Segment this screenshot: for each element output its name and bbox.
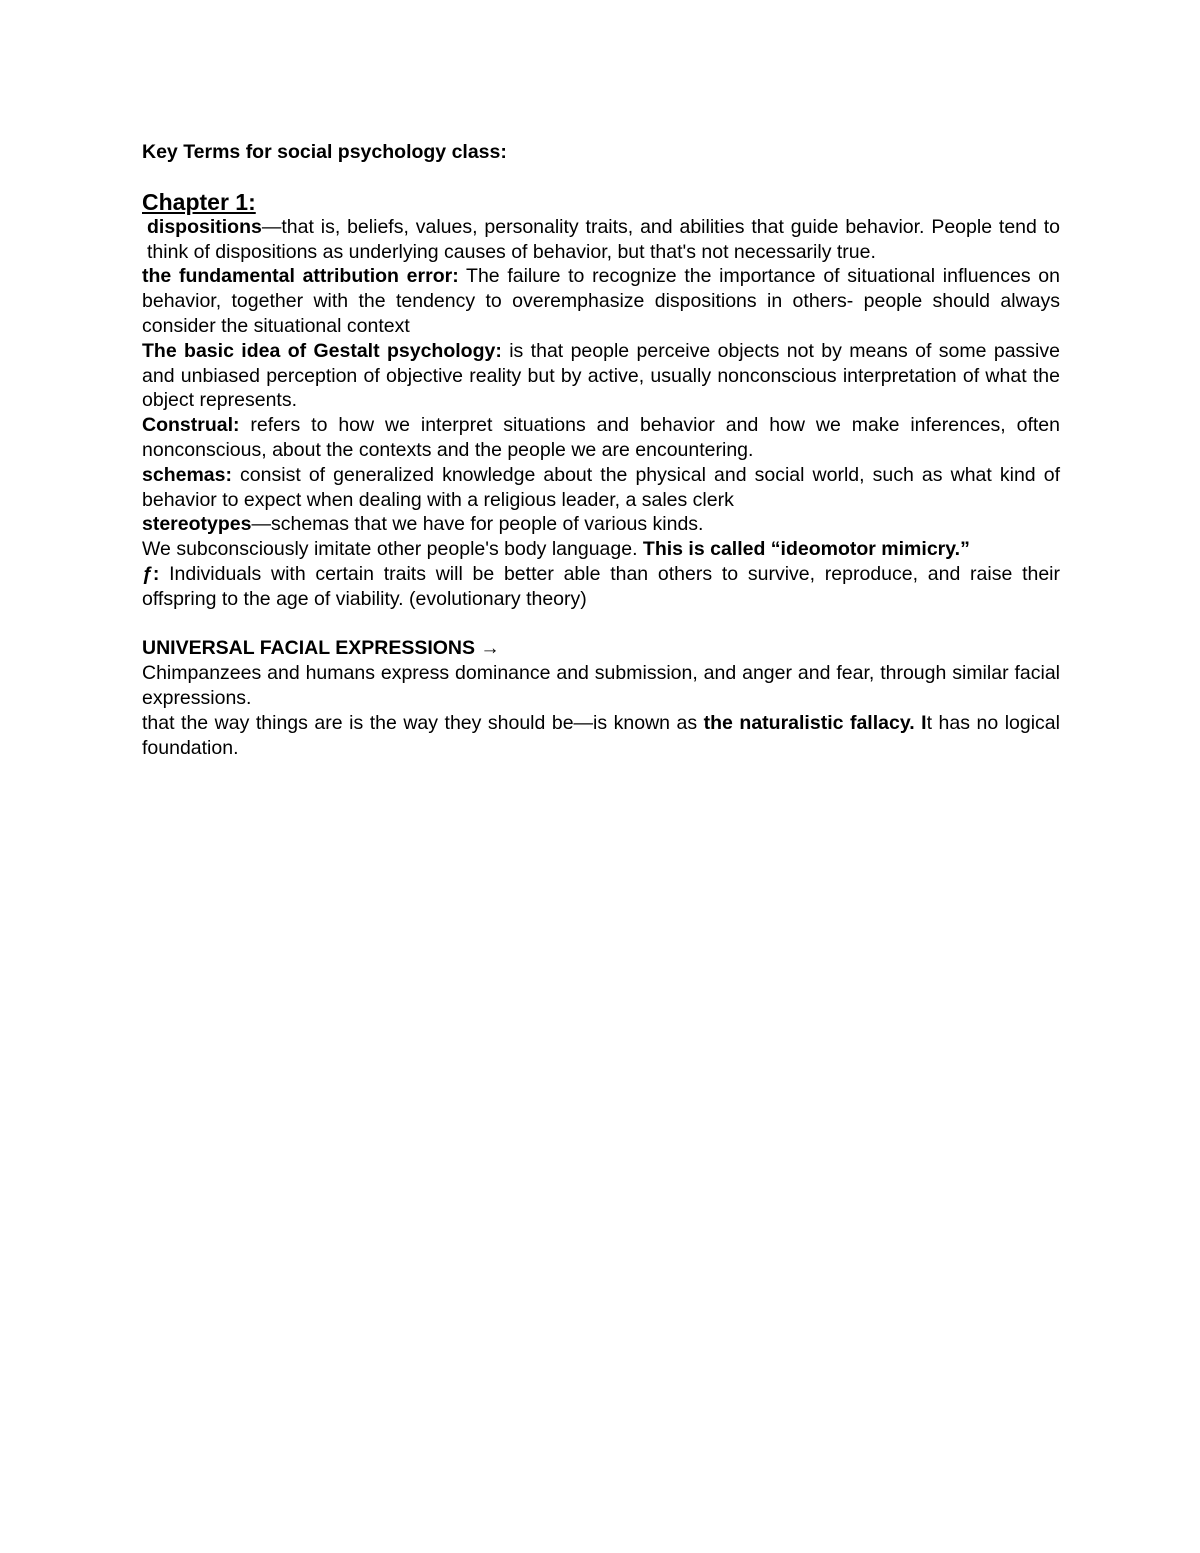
document-title: Key Terms for social psychology class:: [142, 141, 507, 163]
blank-line: [142, 612, 1060, 637]
term-definition: refers to how we interpret situations and behavior and how we make inferences, often nonconscious, about the contexts and the people we are encountering.: [142, 414, 1060, 461]
term-definition: The failure to recognize the importance of situational influences on behavior, together with the tendency to overemphasize dispositions in others- people should always consider the situational context: [142, 265, 1060, 337]
fallacy-trailing-text: t has no logical foundation.: [142, 711, 1060, 759]
entry-gestalt-psychology: [142, 339, 1060, 413]
fallacy-lead-text: that the way things are is the way they should be—is known as: [142, 711, 704, 734]
term-label: The basic idea of Gestalt psychology:: [142, 339, 502, 362]
fallacy-term-tail: . I: [909, 711, 927, 734]
chapter-heading: Chapter 1:: [142, 188, 256, 215]
entry-construal: [142, 413, 1060, 463]
entry-universal-facial-expressions: Chimpanzees and humans express dominance and submission, and anger and fear, through similar facial expressions.: [142, 662, 1060, 709]
entry-ideomotor-mimicry: [142, 537, 1060, 562]
entry-fundamental-attribution-error: [142, 264, 1060, 338]
term-definition: Individuals with certain traits will be better able than others to survive, reproduce, and raise their offspring to the age of viability. (evolutionary theory): [142, 562, 1060, 610]
term-label: schemas:: [142, 463, 232, 486]
term-definition: —that is, beliefs, values, personality traits, and abilities that guide behavior. People tend to think of dispositions as underlying causes of behavior, but that's not necessarily true.: [147, 215, 1060, 263]
term-definition: —schemas that we have for people of various kinds.: [251, 513, 704, 536]
term-label: dispositions: [147, 215, 262, 238]
entry-stereotypes: [142, 512, 1060, 537]
term-label: the fundamental attribution error:: [142, 265, 459, 288]
term-label: Construal:: [142, 414, 240, 437]
term-definition: is that people perceive objects not by means of some passive and unbiased perception of objective reality but by active, usually nonconscious interpretation of what the object represents.: [142, 339, 1060, 412]
entry-naturalistic-fallacy: [142, 711, 1060, 761]
mimicry-text: We subconsciously imitate other people's body language.: [142, 538, 643, 561]
entry-dispositions: [142, 215, 1060, 265]
term-label: stereotypes: [142, 513, 252, 536]
entry-evolutionary-theory: [142, 562, 1060, 612]
term-definition: consist of generalized knowledge about the physical and social world, such as what kind of behavior to expect when dealing with a religious leader, a sales clerk: [142, 463, 1060, 511]
mimicry-bold: This is called “ideomotor mimicry.”: [642, 538, 970, 561]
document-page: [142, 140, 1060, 760]
universal-facial-expressions-heading: UNIVERSAL FACIAL EXPRESSIONS →: [142, 637, 500, 660]
fallacy-term: the naturalistic fallacy: [703, 711, 910, 734]
term-label: ƒ:: [142, 562, 160, 585]
entry-schemas: [142, 463, 1060, 513]
